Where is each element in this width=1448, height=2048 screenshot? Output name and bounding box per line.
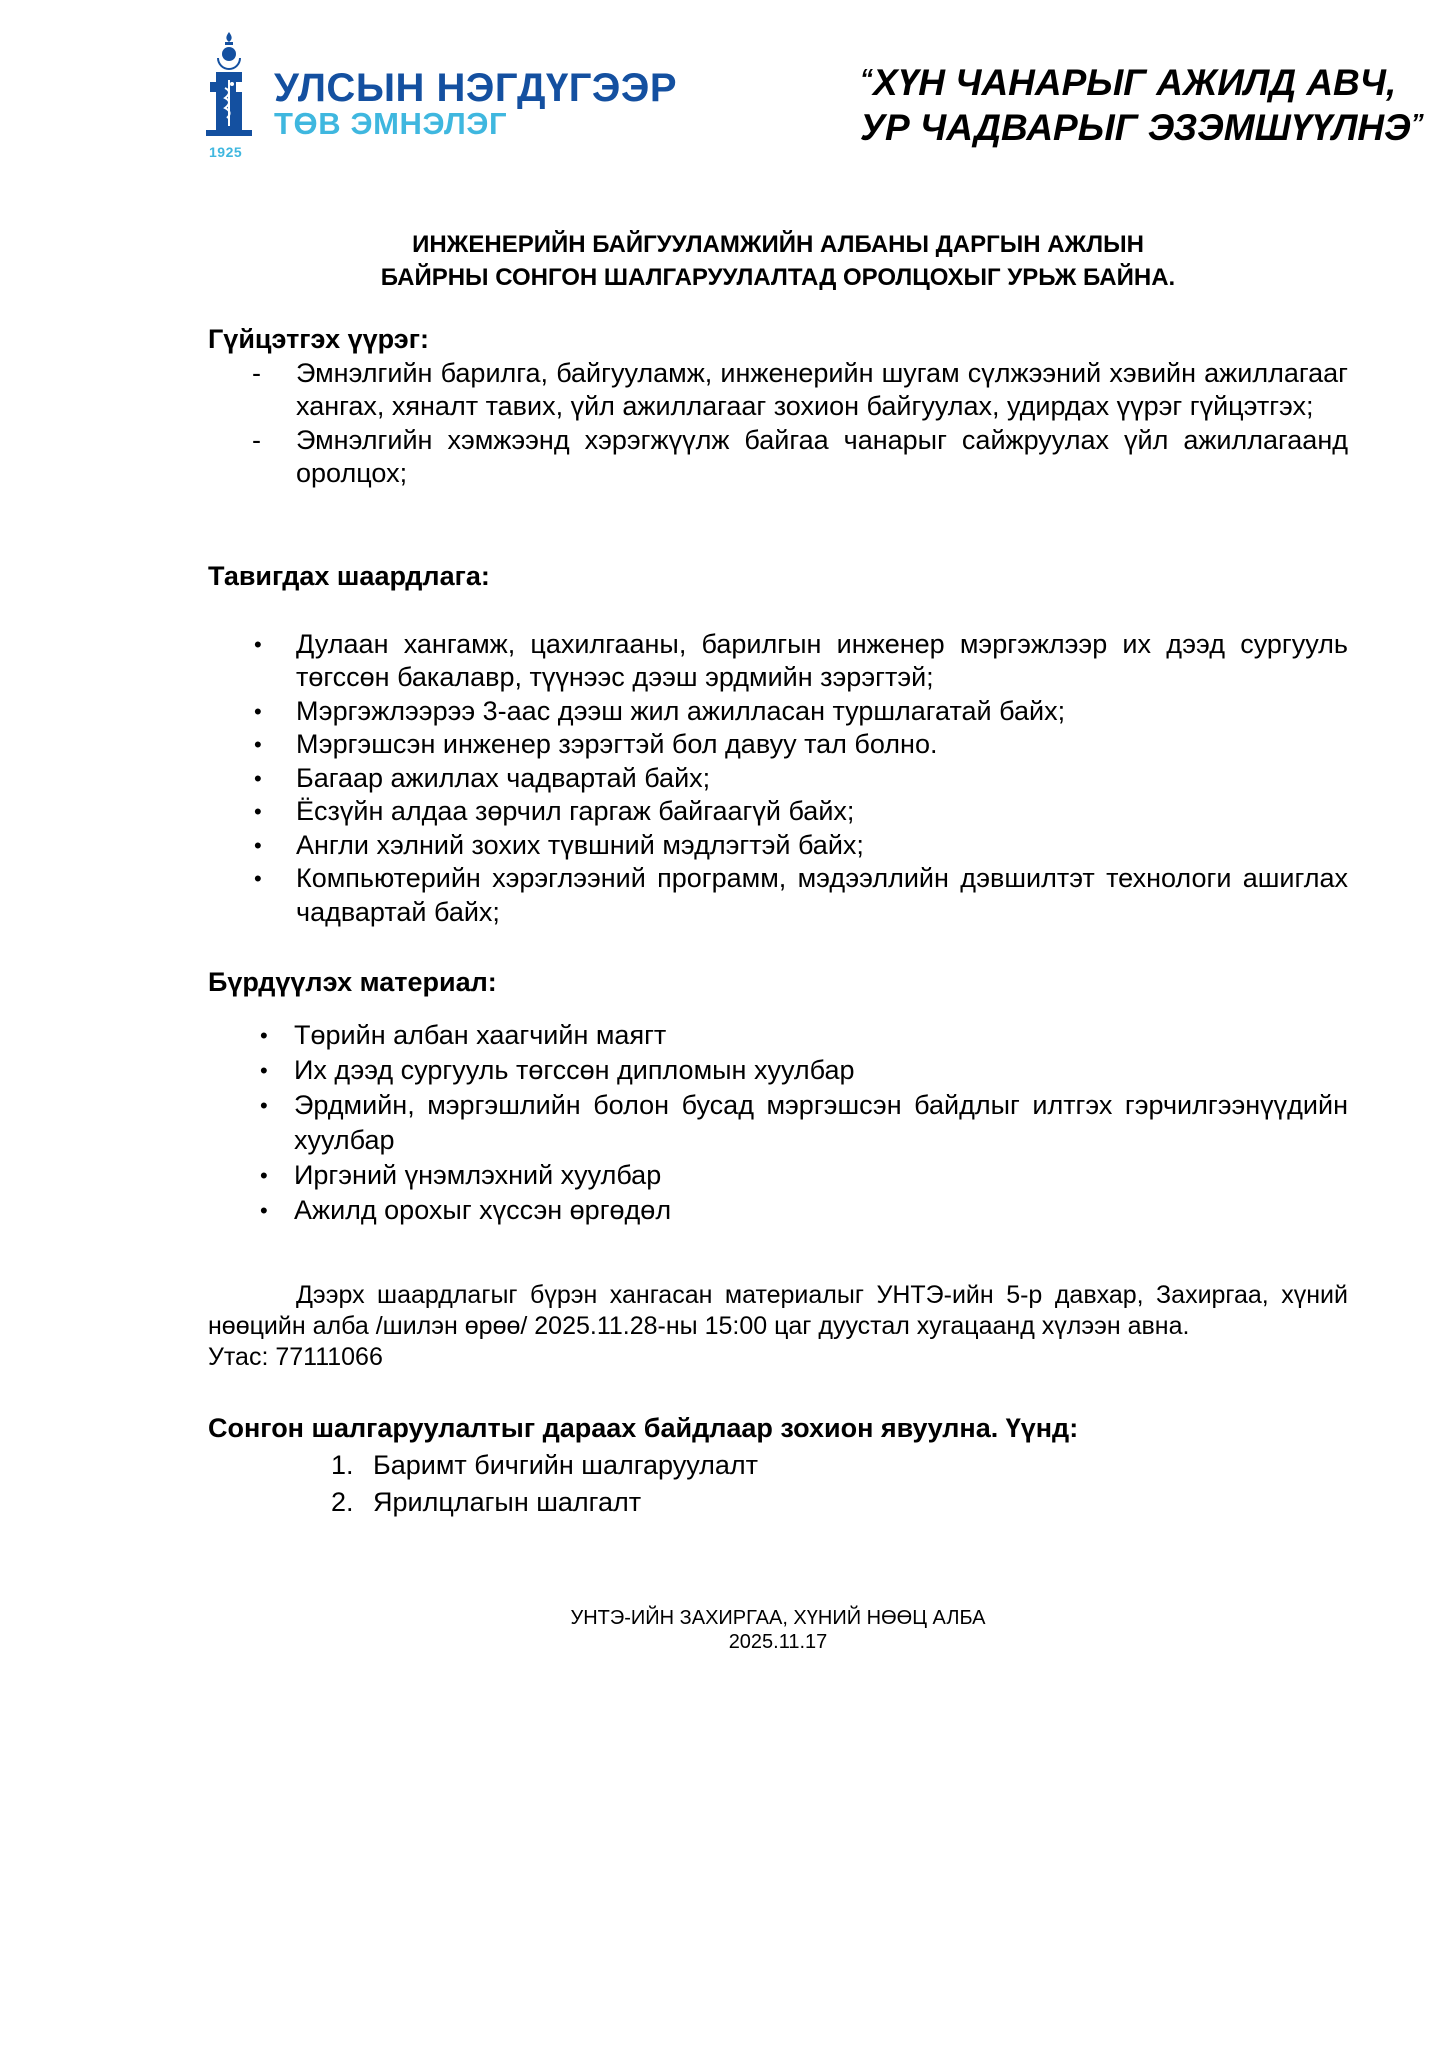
title-line2: БАЙРНЫ СОНГОН ШАЛГАРУУЛАЛТАД ОРОЛЦОХЫГ УРЬЖ БАЙНА. — [380, 264, 1176, 291]
list-item: • Ажилд орохыг хүссэн өргөдөл — [208, 1193, 1348, 1228]
soyombo-caduceus-emblem-icon — [206, 32, 252, 138]
bullet-icon: • — [260, 1163, 268, 1188]
motto — [860, 58, 1424, 148]
requirements-heading: Тавигдах шаардлага: — [208, 561, 490, 591]
selection-heading: Сонгон шалгаруулалтыг дараах байдлаар зохион явуулна. Үүнд: — [208, 1413, 1079, 1443]
bullet-icon: • — [260, 1058, 268, 1083]
selection-section — [208, 1410, 1348, 1521]
issue-date: 2025.11.17 — [728, 1631, 828, 1653]
list-item: • Иргэний үнэмлэхний хуулбар — [208, 1158, 1348, 1193]
list-item: • Компьютерийн хэрэглээний программ, мэдээллийн дэвшилтэт технологи ашиглах чадвартай байх; — [254, 863, 1348, 927]
list-item: • Их дээд сургууль төгссөн дипломын хуулбар — [208, 1053, 1348, 1088]
bullet-icon: • — [254, 698, 262, 724]
duties-heading: Гүйцэтгэх үүрэг: — [208, 324, 429, 354]
dash-bullet-icon: - — [252, 424, 261, 455]
list-item: • Эрдмийн, мэргэшлийн болон бусад мэргэшсэн байдлыг илтгэх гэрчилгээнүүдийн хуулбар — [260, 1090, 1348, 1155]
open-quote: “ — [860, 63, 873, 93]
logo-name-line1: УЛСЫН НЭГДҮГЭЭР — [274, 66, 678, 110]
bullet-icon: • — [260, 1198, 268, 1223]
materials-section — [208, 965, 1348, 1228]
list-item: • Мэргэжлээрээ 3-аас дээш жил ажилласан туршлагатай байх; — [208, 695, 1348, 729]
step-number: 1. — [331, 1450, 354, 1480]
motto-line1: “ХҮН ЧАНАРЫГ АЖИЛД АВЧ, — [860, 62, 1397, 103]
list-item: • Англи хэлний зохих түвшний мэдлэгтэй байх; — [208, 829, 1348, 863]
submission-text: Дээрх шаардлагыг бүрэн хангасан материалыг УНТЭ-ийн 5-р давхар, Захиргаа, хүний нөөцийн алба /шилэн өрөө/ 2025.11.28-ны 15:00 цаг дуустал хугацаанд хүлээн авна. — [208, 1281, 1348, 1340]
selection-steps — [208, 1447, 1348, 1521]
document-title — [208, 228, 1348, 294]
list-item: 2. Ярилцлагын шалгалт — [208, 1484, 1348, 1521]
motto-line2: УР ЧАДВАРЫГ ЭЗЭМШҮҮЛНЭ” — [860, 107, 1424, 148]
bullet-icon: • — [254, 631, 262, 657]
bullet-icon: • — [260, 1093, 268, 1118]
list-item: • Ёсзүйн алдаа зөрчил гаргаж байгаагүй байх; — [208, 795, 1348, 829]
bullet-icon: • — [254, 832, 262, 858]
bullet-icon: • — [254, 866, 262, 891]
duties-list — [208, 357, 1348, 491]
list-item: - Эмнэлгийн хэмжээнд хэрэгжүүлж байгаа чанарыг сайжруулах үйл ажиллагаанд оролцох; — [252, 424, 1348, 488]
signature-block — [208, 1606, 1348, 1654]
list-item: 1. Баримт бичгийн шалгаруулалт — [208, 1447, 1348, 1484]
bullet-icon: • — [254, 732, 262, 757]
materials-list — [208, 1018, 1348, 1228]
logo-name-line2: ТӨВ ЭМНЭЛЭГ — [274, 106, 508, 141]
dash-bullet-icon: - — [252, 357, 261, 388]
list-item: • Багаар ажиллах чадвартай байх; — [208, 762, 1348, 796]
issuing-office: УНТЭ-ИЙН ЗАХИРГАА, ХҮНИЙ НӨӨЦ АЛБА — [570, 1607, 986, 1629]
requirements-section — [208, 560, 1348, 929]
logo-year: 1925 — [209, 144, 243, 160]
close-quote: ” — [1410, 108, 1424, 138]
requirements-list — [208, 628, 1348, 930]
bullet-icon: • — [254, 765, 262, 791]
list-item: • Дулаан хангамж, цахилгааны, барилгын инженер мэргэжлээр их дээд сургууль төгссөн бакалавр, түүнээс дээш эрдмийн зэрэгтэй; — [254, 628, 1348, 692]
list-item: • Мэргэшсэн инженер зэрэгтэй бол давуу тал болно. — [208, 728, 1348, 762]
step-number: 2. — [331, 1487, 354, 1517]
contact-phone: Утас: 77111066 — [208, 1343, 383, 1371]
submission-section — [208, 1280, 1348, 1373]
hospital-logo — [206, 32, 678, 162]
duties-section — [208, 323, 1348, 491]
materials-heading: Бүрдүүлэх материал: — [208, 967, 497, 997]
list-item: - Эмнэлгийн барилга, байгууламж, инженерийн шугам сүлжээний хэвийн ажиллагааг хангах, хяналт тавих, үйл ажиллагааг зохион байгуулах, удирдах үүрэг гүйцэтгэх; — [252, 357, 1348, 421]
bullet-icon: • — [254, 799, 262, 824]
list-item: • Төрийн албан хаагчийн маягт — [208, 1018, 1348, 1053]
title-line1: ИНЖЕНЕРИЙН БАЙГУУЛАМЖИЙН АЛБАНЫ ДАРГЫН АЖЛЫН — [412, 231, 1144, 258]
bullet-icon: • — [260, 1023, 268, 1048]
